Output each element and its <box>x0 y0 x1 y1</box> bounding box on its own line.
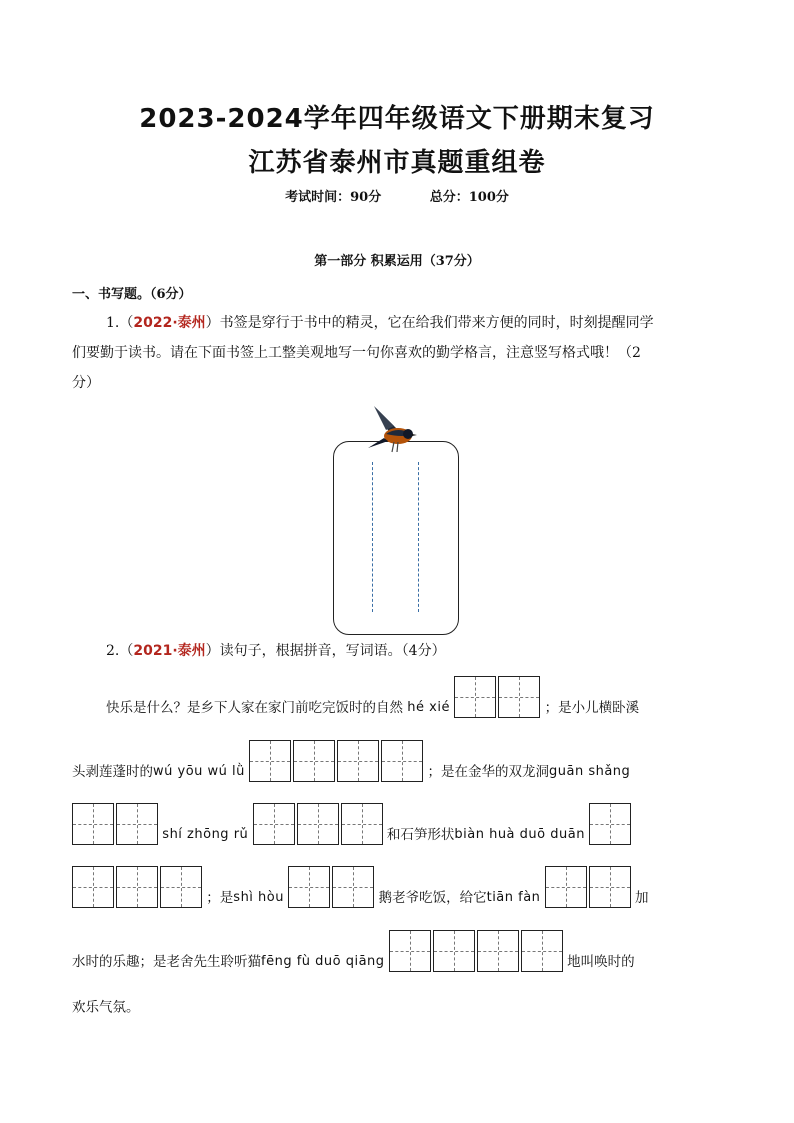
answer-cell[interactable] <box>249 740 291 782</box>
q2-l1-after: ；是小儿横卧溪 <box>544 700 640 716</box>
answer-cell[interactable] <box>72 803 114 845</box>
bookmark-guide-line-right <box>418 462 419 612</box>
section-title: 一、书写题。（6分） <box>72 287 192 302</box>
q2-line-2 <box>72 740 630 784</box>
answer-cell[interactable] <box>381 740 423 782</box>
q2-l5-after: 地叫唤时的 <box>567 954 635 970</box>
pinyin-fengfuduoqiang: fēng fù duō qiāng <box>261 954 385 969</box>
question-1 <box>72 308 732 398</box>
pinyin-shizhongru: shí zhōng rǔ <box>162 827 249 842</box>
q2-l1-text: 快乐是什么？是乡下人家在家门前吃完饭时的自然 <box>106 700 403 716</box>
q2-l4-mid: ；是 <box>206 890 234 906</box>
answer-grid-shihou[interactable] <box>288 866 374 930</box>
answer-cell[interactable] <box>521 930 563 972</box>
answer-cell[interactable] <box>72 866 114 908</box>
answer-cell[interactable] <box>498 676 540 718</box>
q1-text: ）书签是穿行于书中的精灵，它在给我们带来方便的同时，时刻提醒同学 <box>205 315 654 331</box>
total-score: 总分：100分 <box>429 190 509 205</box>
q2-line-6 <box>72 985 140 1029</box>
answer-cell[interactable] <box>589 803 631 845</box>
pinyin-guanshang: guān shǎng <box>548 764 631 779</box>
answer-grid-bianhuaduoduan-1[interactable] <box>589 803 631 867</box>
q2-l6-text: 欢乐气氛。 <box>72 999 140 1016</box>
answer-grid-wuyouwulv[interactable] <box>249 740 423 804</box>
bookmark-writing-area[interactable] <box>333 441 459 635</box>
q1-number: 1.（ <box>106 315 134 331</box>
answer-cell[interactable] <box>253 803 295 845</box>
part-title: 第一部分 积累运用（37分） <box>314 254 480 269</box>
answer-cell[interactable] <box>341 803 383 845</box>
q2-number: 2.（ <box>106 643 134 659</box>
question-2 <box>106 636 446 666</box>
q2-line-4 <box>72 866 649 910</box>
q2-l3-mid: 和石笋形状 <box>386 827 455 843</box>
title-line-1: 2023-2024学年四年级语文下册期末复习 <box>139 104 655 134</box>
answer-cell[interactable] <box>297 803 339 845</box>
q2-l2-after: ；是在金华的双龙洞 <box>427 764 549 780</box>
answer-cell[interactable] <box>545 866 587 908</box>
q2-text: ）读句子，根据拼音，写词语。（4分） <box>205 643 446 659</box>
answer-grid-bianhuaduoduan-2[interactable] <box>72 866 202 930</box>
q2-source: 2021·泰州 <box>133 643 206 659</box>
answer-cell[interactable] <box>332 866 374 908</box>
answer-grid-shizhongru[interactable] <box>253 803 383 867</box>
answer-cell[interactable] <box>160 866 202 908</box>
pinyin-hexie: hé xié <box>407 700 450 715</box>
answer-grid-fengfuduoqiang[interactable] <box>389 930 563 994</box>
q2-line-1 <box>106 676 639 720</box>
answer-grid-hexie[interactable] <box>454 676 540 740</box>
answer-cell[interactable] <box>477 930 519 972</box>
pinyin-bianhuaduoduan: biàn huà duō duān <box>454 827 585 842</box>
swallow-icon <box>364 404 424 460</box>
answer-cell[interactable] <box>293 740 335 782</box>
q2-l2-text: 头剥莲蓬时的 <box>72 764 153 780</box>
answer-cell[interactable] <box>288 866 330 908</box>
answer-grid-guanshang[interactable] <box>72 803 158 867</box>
q2-l5-text: 水时的乐趣；是老舍先生聆听猫 <box>72 954 261 970</box>
q2-line-3 <box>72 803 631 847</box>
answer-cell[interactable] <box>337 740 379 782</box>
q1-text-line2: 们要勤于读书。请在下面书签上工整美观地写一句你喜欢的勤学格言，注意竖写格式哦！（2 <box>72 345 641 361</box>
answer-grid-tianfan[interactable] <box>545 866 631 930</box>
q2-l4-mid2: 鹅老爷吃饭，给它 <box>378 890 487 906</box>
pinyin-shihou: shì hòu <box>233 890 284 905</box>
q2-line-5 <box>72 930 635 974</box>
answer-cell[interactable] <box>433 930 475 972</box>
bookmark-guide-line-left <box>372 462 373 612</box>
answer-cell[interactable] <box>454 676 496 718</box>
exam-info <box>0 186 794 205</box>
q1-source: 2022·泰州 <box>133 315 206 331</box>
pinyin-wuyouwulv: wú yōu wú lǜ <box>153 764 245 779</box>
answer-cell[interactable] <box>589 866 631 908</box>
answer-cell[interactable] <box>389 930 431 972</box>
pinyin-tianfan: tiān fàn <box>486 890 541 905</box>
answer-cell[interactable] <box>116 803 158 845</box>
answer-cell[interactable] <box>116 866 158 908</box>
q2-l4-after: 加 <box>635 890 649 906</box>
title-line-2: 江苏省泰州市真题重组卷 <box>248 148 546 178</box>
exam-time: 考试时间：90分 <box>285 190 382 205</box>
q1-text-line3: 分） <box>72 375 100 391</box>
